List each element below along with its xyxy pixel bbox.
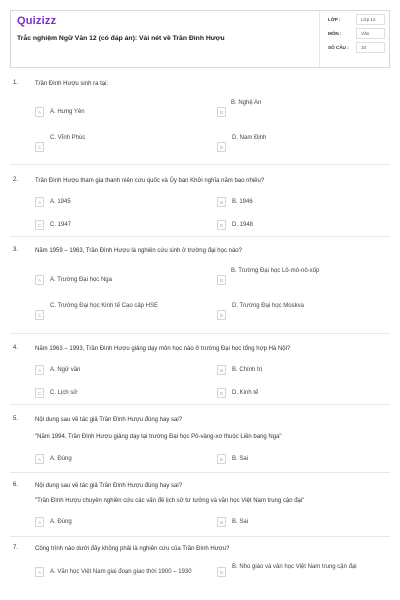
option-text: A. Văn học Việt Nam giai đoạn giao thời 1900 – 1930 <box>50 569 192 575</box>
option-text: B. Nghệ An <box>231 100 262 106</box>
option-letter-box: A <box>35 107 44 117</box>
question-text: Năm 1963 – 1993, Trần Đình Hượu giảng dạy môn học nào ở trường Đại học tổng hợp Hà Nội? <box>35 346 291 352</box>
quizizz-logo[interactable]: Quizizz <box>17 15 57 27</box>
question-number: 2. <box>13 177 19 183</box>
question-quote: "Trần Đình Hượu chuyên nghiên cứu các vấn đề lịch sử tư tưởng và văn học Việt Nam trung cận đại" <box>35 498 305 504</box>
question-number: 5. <box>13 416 19 422</box>
option-text: B. Sai <box>232 519 249 525</box>
option-text: A. Trường Đại học Nga <box>50 277 112 283</box>
option-text: A. Hưng Yên <box>50 109 85 115</box>
option-letter-box: C <box>35 142 44 152</box>
option-letter-box: B <box>217 107 226 117</box>
divider <box>10 333 390 334</box>
option-letter-box: A <box>35 454 44 464</box>
option-letter-box: A <box>35 197 44 207</box>
option-text: C. Lịch sử <box>50 390 78 396</box>
option-text: B. Sai <box>232 456 249 462</box>
question-number: 1. <box>13 80 19 86</box>
option-letter-box: B <box>217 365 226 375</box>
meta-key: MÔN : <box>328 31 342 36</box>
option-text: C. Vĩnh Phúc <box>50 135 86 141</box>
divider <box>10 536 390 537</box>
option-text: A. Ngữ văn <box>50 367 81 373</box>
option-text: D. 1948 <box>232 222 254 228</box>
question-number: 7. <box>13 545 19 551</box>
question-number: 6. <box>13 482 19 488</box>
option-letter-box: D <box>217 388 226 398</box>
option-text: C. 1947 <box>50 222 72 228</box>
option-letter-box: B <box>217 517 226 527</box>
option-letter-box: B <box>217 197 226 207</box>
meta-value-field: Lớp 12 <box>356 14 385 25</box>
option-letter-box: D <box>217 220 226 230</box>
question-text: Nội dung sau về tác giả Trần Đình Hượu đúng hay sai? <box>35 417 183 423</box>
option-text: B. Chính trị <box>232 367 263 373</box>
option-letter-box: A <box>35 567 44 577</box>
option-letter-box: C <box>35 220 44 230</box>
divider <box>10 472 390 473</box>
meta-key: LỚP : <box>328 17 341 22</box>
worksheet-title: Trắc nghiệm Ngữ Văn 12 (có đáp án): Vài nét về Trần Đình Hượu <box>17 35 225 42</box>
option-text: B. Trường Đại học Lô-mô-nô-xốp <box>231 268 320 274</box>
option-text: A. Đúng <box>50 519 72 525</box>
option-letter-box: B <box>217 567 226 577</box>
option-letter-box: C <box>35 388 44 398</box>
divider <box>10 164 390 165</box>
option-letter-box: A <box>35 365 44 375</box>
question-text: Công trình nào dưới đây không phải là nghiên cứu của Trần Đình Hượu? <box>35 546 230 552</box>
question-text: Trần Đình Hượu tham gia thanh niên cứu quốc và Ủy ban Khởi nghĩa năm bao nhiêu? <box>35 178 265 184</box>
option-letter-box: C <box>35 310 44 320</box>
meta-value-field: Văn <box>356 28 385 39</box>
option-text: B. 1946 <box>232 199 253 205</box>
option-text: D. Kinh tế <box>232 390 259 396</box>
option-letter-box: A <box>35 517 44 527</box>
divider <box>10 404 390 405</box>
worksheet-header <box>10 10 390 68</box>
meta-value-field: 10 <box>356 42 385 53</box>
option-text: C. Trường Đại học Kinh tế Cao cấp HSE <box>50 303 158 309</box>
option-text: B. Nho giáo và văn học Việt Nam trung cận đại <box>232 564 357 570</box>
question-text: Trần Đình Hượu sinh ra tại: <box>35 81 109 87</box>
worksheet-meta <box>319 11 389 67</box>
option-text: A. Đúng <box>50 456 72 462</box>
option-text: A. 1945 <box>50 199 71 205</box>
divider <box>10 236 390 237</box>
question-text: Năm 1959 – 1963, Trần Đình Hượu là nghiên cứu sinh ở trường đại học nào? <box>35 248 242 254</box>
option-letter-box: B <box>217 454 226 464</box>
option-letter-box: A <box>35 275 44 285</box>
meta-row-subject <box>324 28 385 40</box>
question-number: 4. <box>13 345 19 351</box>
option-letter-box: D <box>217 310 226 320</box>
meta-key: SỐ CÂU : <box>328 45 349 50</box>
option-letter-box: B <box>217 275 226 285</box>
question-quote: "Năm 1994, Trần Đình Hượu giảng dạy tại trường Đại học Pô-vàng-xơ thuộc Liên bang Nga" <box>35 434 282 440</box>
meta-row-class <box>324 14 385 26</box>
question-text: Nội dung sau về tác giả Trần Đình Hượu đúng hay sai? <box>35 483 183 489</box>
option-letter-box: D <box>217 142 226 152</box>
meta-row-count <box>324 42 385 54</box>
option-text: D. Nam Định <box>232 135 267 141</box>
question-number: 3. <box>13 247 19 253</box>
option-text: D. Trường Đại học Moskva <box>232 303 304 309</box>
